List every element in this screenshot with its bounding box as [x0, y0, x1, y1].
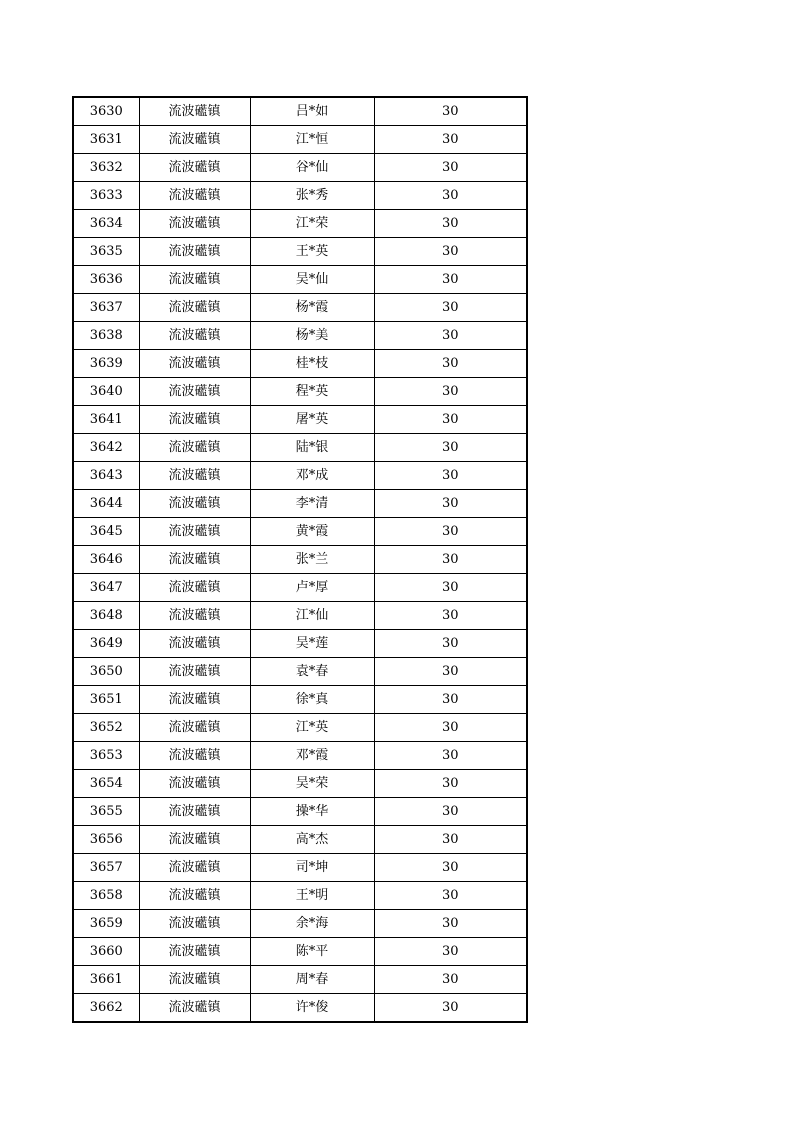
- person-name-cell: 黄*霞: [250, 518, 374, 546]
- amount-cell: 30: [374, 266, 527, 294]
- town-cell: 流波礷镇: [139, 154, 250, 182]
- person-name-cell: 吕*如: [250, 97, 374, 126]
- serial-number-cell: 3654: [73, 770, 139, 798]
- town-cell: 流波礷镇: [139, 574, 250, 602]
- person-name-cell: 江*仙: [250, 602, 374, 630]
- amount-cell: 30: [374, 826, 527, 854]
- amount-cell: 30: [374, 882, 527, 910]
- amount-cell: 30: [374, 378, 527, 406]
- town-cell: 流波礷镇: [139, 798, 250, 826]
- person-name-cell: 江*英: [250, 714, 374, 742]
- serial-number-cell: 3660: [73, 938, 139, 966]
- person-name-cell: 吴*荣: [250, 770, 374, 798]
- person-name-cell: 杨*美: [250, 322, 374, 350]
- table-row: [73, 546, 527, 574]
- amount-cell: 30: [374, 182, 527, 210]
- amount-cell: 30: [374, 490, 527, 518]
- table-row: [73, 378, 527, 406]
- amount-cell: 30: [374, 518, 527, 546]
- serial-number-cell: 3652: [73, 714, 139, 742]
- amount-cell: 30: [374, 994, 527, 1023]
- town-cell: 流波礷镇: [139, 126, 250, 154]
- amount-cell: 30: [374, 938, 527, 966]
- table-row: [73, 350, 527, 378]
- amount-cell: 30: [374, 97, 527, 126]
- person-name-cell: 陈*平: [250, 938, 374, 966]
- serial-number-cell: 3643: [73, 462, 139, 490]
- serial-number-cell: 3655: [73, 798, 139, 826]
- town-cell: 流波礷镇: [139, 182, 250, 210]
- person-name-cell: 操*华: [250, 798, 374, 826]
- serial-number-cell: 3649: [73, 630, 139, 658]
- table-row: [73, 97, 527, 126]
- town-cell: 流波礷镇: [139, 966, 250, 994]
- person-name-cell: 司*坤: [250, 854, 374, 882]
- person-name-cell: 卢*厚: [250, 574, 374, 602]
- amount-cell: 30: [374, 686, 527, 714]
- serial-number-cell: 3651: [73, 686, 139, 714]
- serial-number-cell: 3632: [73, 154, 139, 182]
- serial-number-cell: 3658: [73, 882, 139, 910]
- amount-cell: 30: [374, 322, 527, 350]
- table-row: [73, 742, 527, 770]
- person-name-cell: 张*兰: [250, 546, 374, 574]
- person-name-cell: 周*春: [250, 966, 374, 994]
- amount-cell: 30: [374, 126, 527, 154]
- serial-number-cell: 3640: [73, 378, 139, 406]
- town-cell: 流波礷镇: [139, 770, 250, 798]
- table-row: [73, 798, 527, 826]
- table-row: [73, 770, 527, 798]
- serial-number-cell: 3636: [73, 266, 139, 294]
- person-name-cell: 高*杰: [250, 826, 374, 854]
- serial-number-cell: 3662: [73, 994, 139, 1023]
- serial-number-cell: 3647: [73, 574, 139, 602]
- town-cell: 流波礷镇: [139, 658, 250, 686]
- person-name-cell: 王*明: [250, 882, 374, 910]
- amount-cell: 30: [374, 658, 527, 686]
- table-row: [73, 938, 527, 966]
- person-name-cell: 徐*真: [250, 686, 374, 714]
- table-row: [73, 294, 527, 322]
- serial-number-cell: 3633: [73, 182, 139, 210]
- person-name-cell: 张*秀: [250, 182, 374, 210]
- town-cell: 流波礷镇: [139, 546, 250, 574]
- amount-cell: 30: [374, 798, 527, 826]
- serial-number-cell: 3637: [73, 294, 139, 322]
- person-name-cell: 邓*成: [250, 462, 374, 490]
- town-cell: 流波礷镇: [139, 630, 250, 658]
- town-cell: 流波礷镇: [139, 378, 250, 406]
- person-name-cell: 吴*莲: [250, 630, 374, 658]
- serial-number-cell: 3659: [73, 910, 139, 938]
- amount-cell: 30: [374, 546, 527, 574]
- person-name-cell: 余*海: [250, 910, 374, 938]
- person-name-cell: 屠*英: [250, 406, 374, 434]
- table-row: [73, 406, 527, 434]
- town-cell: 流波礷镇: [139, 266, 250, 294]
- town-cell: 流波礷镇: [139, 714, 250, 742]
- table-body: [73, 97, 527, 1022]
- serial-number-cell: 3645: [73, 518, 139, 546]
- table-row: [73, 126, 527, 154]
- table-row: [73, 854, 527, 882]
- serial-number-cell: 3635: [73, 238, 139, 266]
- town-cell: 流波礷镇: [139, 322, 250, 350]
- table-row: [73, 182, 527, 210]
- town-cell: 流波礷镇: [139, 826, 250, 854]
- amount-cell: 30: [374, 910, 527, 938]
- amount-cell: 30: [374, 434, 527, 462]
- person-name-cell: 谷*仙: [250, 154, 374, 182]
- town-cell: 流波礷镇: [139, 97, 250, 126]
- town-cell: 流波礷镇: [139, 602, 250, 630]
- serial-number-cell: 3646: [73, 546, 139, 574]
- table-row: [73, 490, 527, 518]
- table-row: [73, 882, 527, 910]
- person-name-cell: 邓*霞: [250, 742, 374, 770]
- table-row: [73, 910, 527, 938]
- serial-number-cell: 3642: [73, 434, 139, 462]
- amount-cell: 30: [374, 966, 527, 994]
- amount-cell: 30: [374, 574, 527, 602]
- person-name-cell: 程*英: [250, 378, 374, 406]
- table-row: [73, 826, 527, 854]
- table-row: [73, 630, 527, 658]
- serial-number-cell: 3657: [73, 854, 139, 882]
- town-cell: 流波礷镇: [139, 518, 250, 546]
- serial-number-cell: 3656: [73, 826, 139, 854]
- person-name-cell: 陆*银: [250, 434, 374, 462]
- amount-cell: 30: [374, 462, 527, 490]
- amount-cell: 30: [374, 238, 527, 266]
- town-cell: 流波礷镇: [139, 742, 250, 770]
- subsidy-list-table: [72, 96, 528, 1023]
- serial-number-cell: 3638: [73, 322, 139, 350]
- amount-cell: 30: [374, 602, 527, 630]
- person-name-cell: 许*俊: [250, 994, 374, 1023]
- serial-number-cell: 3650: [73, 658, 139, 686]
- serial-number-cell: 3644: [73, 490, 139, 518]
- amount-cell: 30: [374, 406, 527, 434]
- table-row: [73, 518, 527, 546]
- serial-number-cell: 3661: [73, 966, 139, 994]
- town-cell: 流波礷镇: [139, 490, 250, 518]
- serial-number-cell: 3630: [73, 97, 139, 126]
- town-cell: 流波礷镇: [139, 294, 250, 322]
- table-row: [73, 434, 527, 462]
- town-cell: 流波礷镇: [139, 406, 250, 434]
- town-cell: 流波礷镇: [139, 686, 250, 714]
- table-row: [73, 238, 527, 266]
- town-cell: 流波礷镇: [139, 462, 250, 490]
- town-cell: 流波礷镇: [139, 350, 250, 378]
- table-row: [73, 602, 527, 630]
- serial-number-cell: 3634: [73, 210, 139, 238]
- town-cell: 流波礷镇: [139, 434, 250, 462]
- amount-cell: 30: [374, 630, 527, 658]
- person-name-cell: 袁*春: [250, 658, 374, 686]
- table-row: [73, 994, 527, 1023]
- serial-number-cell: 3639: [73, 350, 139, 378]
- town-cell: 流波礷镇: [139, 882, 250, 910]
- person-name-cell: 江*荣: [250, 210, 374, 238]
- table-row: [73, 574, 527, 602]
- serial-number-cell: 3641: [73, 406, 139, 434]
- person-name-cell: 桂*枝: [250, 350, 374, 378]
- person-name-cell: 杨*霞: [250, 294, 374, 322]
- serial-number-cell: 3653: [73, 742, 139, 770]
- amount-cell: 30: [374, 770, 527, 798]
- amount-cell: 30: [374, 210, 527, 238]
- person-name-cell: 江*恒: [250, 126, 374, 154]
- amount-cell: 30: [374, 154, 527, 182]
- town-cell: 流波礷镇: [139, 938, 250, 966]
- serial-number-cell: 3631: [73, 126, 139, 154]
- person-name-cell: 王*英: [250, 238, 374, 266]
- amount-cell: 30: [374, 350, 527, 378]
- town-cell: 流波礷镇: [139, 854, 250, 882]
- person-name-cell: 李*清: [250, 490, 374, 518]
- town-cell: 流波礷镇: [139, 910, 250, 938]
- table-row: [73, 714, 527, 742]
- person-name-cell: 吴*仙: [250, 266, 374, 294]
- amount-cell: 30: [374, 854, 527, 882]
- table-row: [73, 210, 527, 238]
- table-row: [73, 686, 527, 714]
- table-row: [73, 966, 527, 994]
- town-cell: 流波礷镇: [139, 210, 250, 238]
- town-cell: 流波礷镇: [139, 238, 250, 266]
- table-row: [73, 266, 527, 294]
- amount-cell: 30: [374, 294, 527, 322]
- serial-number-cell: 3648: [73, 602, 139, 630]
- table-row: [73, 154, 527, 182]
- amount-cell: 30: [374, 714, 527, 742]
- table-row: [73, 658, 527, 686]
- amount-cell: 30: [374, 742, 527, 770]
- table-row: [73, 322, 527, 350]
- town-cell: 流波礷镇: [139, 994, 250, 1023]
- table-row: [73, 462, 527, 490]
